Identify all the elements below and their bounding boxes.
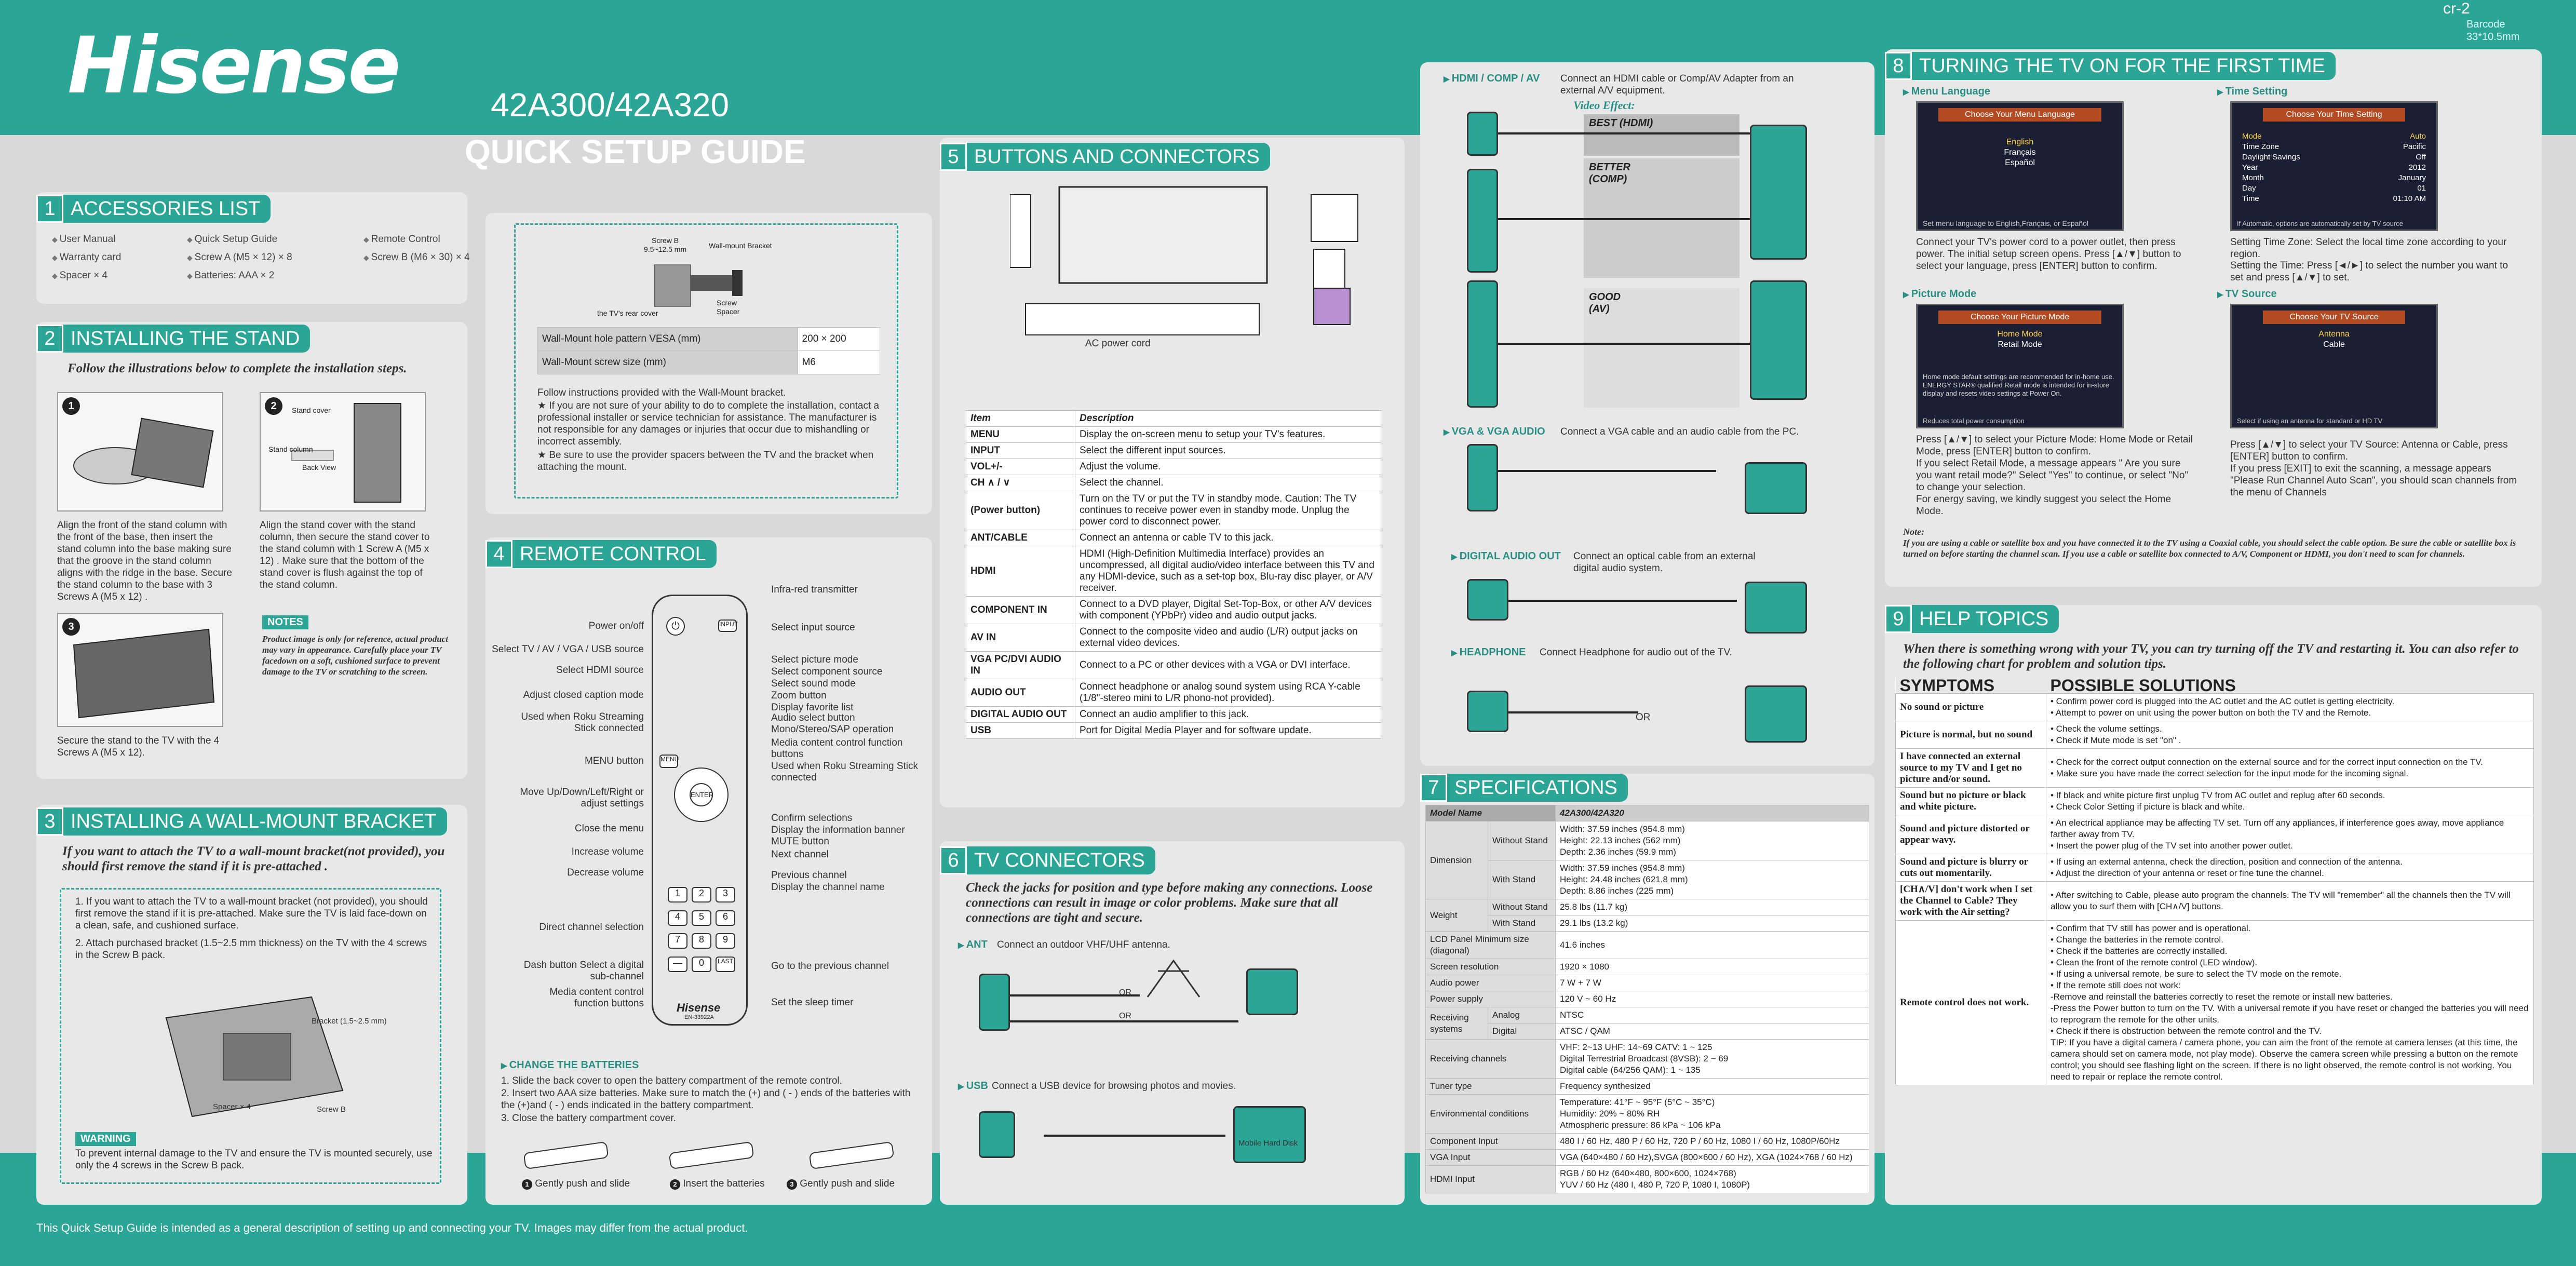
remote-label: MUTE button — [771, 836, 829, 847]
tv-back-bracket-icon — [156, 987, 353, 1122]
bracket-label: Wall-mount Bracket — [709, 241, 772, 250]
vga-port-panel — [1467, 444, 1498, 511]
hdmi-cable — [1498, 132, 1752, 134]
section-number: 9 — [1885, 605, 1912, 633]
laptop-icon — [1745, 462, 1807, 514]
speaker-icon — [1745, 582, 1807, 634]
section-1-header — [36, 195, 271, 223]
comp-cable — [1498, 218, 1752, 220]
spec-row: With Stand Width: 37.59 inches (954.8 mm) Height: 24.48 inches (621.8 mm) Depth: 8.86 inches (225 mm) — [1426, 860, 1869, 899]
remote-label: Select input source — [771, 622, 855, 633]
spec-row: Tuner type Frequency synthesized — [1426, 1079, 1869, 1095]
ac-cord-label: AC power cord — [1085, 338, 1151, 349]
ant-title: ▶ ANT — [958, 939, 988, 951]
corner-note: Barcode 33*10.5mm — [2466, 19, 2520, 43]
table-row: MENU Display the on-screen menu to setup your TV's features. — [966, 427, 1381, 443]
section-9-header — [1885, 605, 2059, 633]
hdmi-title: ▶ HDMI / COMP / AV — [1444, 73, 1540, 85]
remote-label: Decrease volume — [567, 867, 644, 878]
accessory-item: ◆ Warranty card — [52, 252, 121, 263]
table-header: Item — [966, 411, 1075, 427]
table-header: Description — [1075, 411, 1381, 427]
remote-label: Direct channel selection — [539, 922, 644, 933]
screwb-label: Screw B — [652, 236, 679, 245]
section-number: 6 — [940, 846, 967, 874]
cable-box-icon — [1246, 968, 1298, 1015]
remote-label: Select TV / AV / VGA / USB source — [492, 644, 644, 655]
wallmount-step1: 1. If you want to attach the TV to a wall-mount bracket (not provided), you should first remove the stand if it is pre-attached. Make sure the TV is laid face-down on a clean, safe, and cushioned surface. — [75, 896, 428, 931]
warning-text: To prevent internal damage to the TV and ensure the TV is mounted securely, use only the 4 screws in the Screw B pack. — [75, 1148, 433, 1171]
stand-step3-illustration — [57, 613, 223, 727]
help-row: Picture is normal, but no sound • Check the volume settings. • Check if Mute mode is set "on" . — [1896, 721, 2534, 749]
screwb-label: Screw B — [317, 1105, 346, 1114]
section-7-header — [1420, 774, 1628, 802]
section-number: 8 — [1885, 52, 1912, 80]
input-button: INPUT — [718, 619, 737, 632]
back-view-label: Back View — [302, 463, 336, 472]
section-title: BUTTONS AND CONNECTORS — [974, 145, 1260, 168]
section-number: 4 — [485, 540, 512, 568]
spec-row: Power supply 120 V ~ 60 Hz — [1426, 991, 1869, 1007]
remote-control-illustration — [652, 595, 748, 1026]
stand-base-icon — [58, 393, 222, 510]
hp-title: ▶ HEADPHONE — [1451, 647, 1526, 658]
hp-cable — [1508, 711, 1638, 713]
antenna-icon — [1142, 955, 1205, 1002]
footer-note: This Quick Setup Guide is intended as a general description of setting up and connecting your TV. Images may differ from the actual product. — [36, 1221, 748, 1234]
remote-label: Select picture mode — [771, 654, 858, 665]
remote-label: Infra-red transmitter — [771, 584, 858, 595]
tv-source-screen: Choose Your TV Source Antenna Cable Select if using an antenna for standard or HD TV — [2230, 304, 2438, 428]
stand-step2-text: Align the stand cover with the stand column, then secure the stand cover to the stand column with 1 Screw A (M5 x 12) . Make sure that the bottom of the stand cover is flush against the top of the stand column. — [260, 520, 430, 590]
time-setting-title: ▶ Time Setting — [2217, 86, 2287, 98]
remote-label: Media content control function buttons — [549, 987, 644, 1009]
menu-button: MENU — [659, 755, 678, 768]
remote-label: MENU button — [584, 756, 644, 766]
usb-device-label: Mobile Hard Disk — [1238, 1139, 1298, 1148]
tv-source-desc: Press [▲/▼] to select your TV Source: Antenna or Cable, press [ENTER] button to confirm. If you press [EXIT] to exit the scanning, a message appears "Please Run Channel Auto Scan", you should scan channels from the menu of Channels — [2230, 439, 2517, 498]
table-row: VGA PC/DVI AUDIO IN Connect to a PC or other devices with a VGA or DVI interface. — [966, 652, 1381, 679]
remote-label: Adjust closed caption mode — [523, 690, 644, 701]
wall-follow: Follow instructions provided with the Wall-Mount bracket. — [537, 387, 786, 398]
effect-best: BEST (HDMI) — [1584, 114, 1739, 156]
section-number: 3 — [36, 807, 63, 836]
section-title: HELP TOPICS — [1919, 608, 2049, 630]
usb-title: ▶ USB — [958, 1080, 988, 1092]
section-4-header — [485, 540, 717, 568]
help-row: No sound or picture • Confirm power cord is plugged into the AC outlet and the AC outlet is getting electricity. • Attempt to power on unit using the power button on both the TV and the Remote. — [1896, 694, 2534, 721]
stand-step2-illustration — [260, 392, 426, 511]
section-title: TURNING THE TV ON FOR THE FIRST TIME — [1919, 55, 2325, 77]
vga-desc: Connect a VGA cable and an audio cable from the PC. — [1560, 426, 1799, 437]
spec-value: 200 × 200 — [798, 328, 880, 351]
camera-icon — [1750, 280, 1807, 400]
corner-code: cr-2 — [2443, 0, 2470, 17]
accessory-item: ◆ Spacer × 4 — [52, 270, 107, 281]
screw-label: Screw — [717, 299, 737, 307]
hdmi-port-panel — [1467, 112, 1498, 156]
table-row: USB Port for Digital Media Player and for software update. — [966, 723, 1381, 739]
wall-bullet-2: ★ Be sure to use the provider spacers between the TV and the bracket when attaching the mount. — [537, 450, 874, 473]
av-port-panel — [1467, 280, 1498, 408]
hp-or: OR — [1636, 712, 1651, 723]
table-row: COMPONENT IN Connect to a DVD player, Digital Set-Top-Box, or other A/V devices with component (YPbPr) video and audio output jacks. — [966, 597, 1381, 624]
dvd-player-icon — [1750, 125, 1807, 260]
time-setting-screen: Choose Your Time Setting Mode Time Zone Daylight Savings Year Month Day Time Auto Pacific Off 2012 January 01 01:10 AM If Automatic, options are automatically set by TV source — [2230, 101, 2438, 231]
change-step-2: 2. Insert two AAA size batteries. Make sure to match the (+) and ( - ) ends of the batteries with the (+)and ( - ) ends indicated in the battery compartment. — [501, 1088, 911, 1111]
spec-row: Receiving channels VHF: 2~13 UHF: 14~69 CATV: 1 ~ 125 Digital Terrestrial Broadcast (8VSB): 2 ~ 69 Digital cable (64/256 QAM): 1 ~ 135 — [1426, 1040, 1869, 1079]
usb-desc: Connect a USB device for browsing photos and movies. — [992, 1081, 1236, 1092]
note-text: If you are using a cable or satellite box and you have connected it to the TV using a Coaxial cable, you should select the cable option. Be sure the cable or satellite box is turned on before starting the channel scan. If you use a cable or satellite box connected to A/V, Component or HDMI, you don't need to scan for channels. — [1903, 538, 2516, 559]
accessory-item: ◆ Remote Control — [363, 234, 440, 245]
notes-text: Product image is only for reference, actual product may vary in appearance. Carefully place your TV facedown on a soft, cushioned surface to prevent damage to the TV or scratching to the screen. — [262, 634, 448, 677]
spec-row: Audio power 7 W + 7 W — [1426, 975, 1869, 991]
tv-rear-panel-icon — [1010, 184, 1363, 340]
spec-row: Environmental conditions Temperature: 41°F ~ 95°F (5°C ~ 35°C) Humidity: 20% ~ 80% RH Atmospheric pressure: 86 kPa ~ 106 kPa — [1426, 1095, 1869, 1134]
remote-label: Previous channel — [771, 870, 847, 881]
picture-mode-title: ▶ Picture Mode — [1903, 288, 1976, 300]
spec-row: Component Input 480 I / 60 Hz, 480 P / 60 Hz, 720 P / 60 Hz, 1080 I / 60 Hz, 1080P/60Hz — [1426, 1134, 1869, 1150]
table-row: ANT/CABLE Connect an antenna or cable TV to this jack. — [966, 530, 1381, 546]
hdmi-desc: Connect an HDMI cable or Comp/AV Adapter from an external A/V equipment. — [1560, 73, 1794, 96]
remote-label: Increase volume — [571, 846, 644, 857]
dao-title: ▶ DIGITAL AUDIO OUT — [1451, 550, 1561, 562]
screw-length-label: 9.5~12.5 mm — [644, 245, 687, 253]
section-2-header — [36, 325, 310, 353]
effect-good: GOOD (AV) — [1584, 288, 1739, 408]
accessory-item: ◆ Screw A (M5 × 12) × 8 — [187, 252, 292, 263]
help-intro: When there is something wrong with your TV, you can try turning off the TV and restarting it. You can also refer to the following chart for problem and solution tips. — [1903, 642, 2519, 671]
help-row: [CH∧/V] don't work when I set the Channel to Cable? They work with the Air setting? • After switching to Cable, please auto program the channels. The TV will "remember" all the channels then the TV will allow you to surf them with [CH∧/V] buttons. — [1896, 882, 2534, 921]
stand-intro: Follow the illustrations below to complete the installation steps. — [68, 361, 407, 375]
table-row: HDMI HDMI (High-Definition Multimedia Interface) provides an uncompressed, all digital audio/video interface between this TV and any HDMI-device, such as a set-top box, Blu-ray disc player, or A/V receiver. — [966, 546, 1381, 597]
note-label: Note: — [1903, 527, 1924, 537]
table-row: DIGITAL AUDIO OUT Connect an audio amplifier to this jack. — [966, 707, 1381, 723]
ant-or-2: OR — [1119, 1012, 1131, 1020]
section-title: REMOTE CONTROL — [520, 543, 706, 565]
spec-row: Receiving systems Analog NTSC — [1426, 1007, 1869, 1023]
spec-row: VGA Input VGA (640×480 / 60 Hz),SVGA (800×600 / 60 Hz), XGA (1024×768 / 60 Hz) — [1426, 1150, 1869, 1166]
specs-table: Model Name 42A300/42A320 Dimension Without Stand Width: 37.59 inches (954.8 mm) Height: 22.13 inches (562 mm) Depth: 2.36 inches (59.9 mm) With Stand Width: 37.59 inches (954.8 mm) Height: 24.48 inches (621.8 mm) Depth: 8.86 inches (225 mm) Weight Without Stand 25.8 lbs (11.7 kg) With Stand 29.1 lbs (13.2 kg) LCD Panel Minimum size (diagonal) 41.6 inches Screen resolution 1920 × 1080 Audio power 7 W + 7 W Power supply 120 V ~ 60 Hz Receiving systems Analog NTSC Digital ATSC / QAM Receiving channels VHF: 2~13 UHF: 14~69 CATV: 1 ~ 125 Digital Terrestrial Broadcast (8VSB): 2 ~ 69 Digital cable (64/256 QAM): 1 ~ 135 Tuner type Frequency synthesized Environmental conditions Temperature: 41°F ~ 95°F (5°C ~ 35°C) Humidity: 20% ~ 80% RH Atmospheric pressure: 86 kPa ~ 106 kPa Component Input 480 I / 60 Hz, 480 P / 60 Hz, 720 P / 60 Hz, 1080 I / 60 Hz, 1080P/60Hz VGA Input VGA (640×480 / 60 Hz),SVGA (800×600 / 60 Hz), XGA (1024×768 / 60 Hz) HDMI Input RGB / 60 Hz (640×480, 800×600, 1024×768) YUV / 60 Hz (480 I, 480 P, 720 P, 1080 I, 1080P) — [1425, 805, 1869, 1193]
battery-caption-3: 3 Gently push and slide — [787, 1178, 895, 1190]
menu-language-desc: Connect your TV's power cord to a power outlet, then press power. The initial setup screen opens. Press [▲/▼] button to select your language, press [ENTER] button to confirm. — [1916, 237, 2181, 272]
remote-label: Display favorite list — [771, 702, 854, 713]
warning-badge: WARNING — [75, 1132, 136, 1146]
spec-row: Weight Without Stand 25.8 lbs (11.7 kg) — [1426, 899, 1869, 915]
headphone-icon — [1745, 685, 1807, 743]
connectors-intro: Check the jacks for position and type before making any connections. Loose connections can result in image or color problems. Make sure that all connections are tight and secure. — [966, 881, 1373, 925]
stand-step3-text: Secure the stand to the TV with the 4 Screws A (M5 x 12). — [57, 735, 220, 758]
remote-label: Select component source — [771, 666, 883, 677]
spec-row: Digital ATSC / QAM — [1426, 1023, 1869, 1040]
remote-label: Set the sleep timer — [771, 997, 854, 1008]
remote-label: Display the channel name — [771, 882, 885, 893]
section-title: SPECIFICATIONS — [1454, 776, 1617, 799]
video-effect-label: Video Effect: — [1573, 99, 1635, 112]
usb-jack-icon — [979, 1111, 1015, 1158]
battery-caption-2: 2 Insert the batteries — [670, 1178, 765, 1190]
change-batteries-title: ▶ CHANGE THE BATTERIES — [501, 1059, 639, 1071]
accessory-item: ◆ Quick Setup Guide — [187, 234, 277, 245]
wallmount-step2: 2. Attach purchased bracket (1.5~2.5 mm thickness) on the TV with the 4 screws in the Screw B pack. — [75, 938, 427, 961]
remote-label: Used when Roku Streaming Stick connected — [521, 711, 644, 734]
section-title: TV CONNECTORS — [974, 849, 1145, 871]
remote-label: Next channel — [771, 849, 829, 860]
section-number: 5 — [940, 143, 967, 171]
help-table: SYMPTOMS POSSIBLE SOLUTIONS No sound or picture • Confirm power cord is plugged into the AC outlet and the AC outlet is getting electricity. • Attempt to power on unit using the power button on both the TV and the Remote. Picture is normal, but no sound • Check the volume settings. • Check if Mute mode is set "on" . I have connected an external source to my TV and I get no picture and/or sound. • Check for the correct output connection on the external source and for the correct input connection on the TV. • Make sure you have made the correct selection for the input mode for the incoming signal. Sound but no picture or black and white picture. • If black and white picture first unplug TV from AC outlet and replug after 60 seconds. • Check Color Setting if picture is black and white. Sound and picture distorted or appear wavy. • An electrical appliance may be affecting TV set. Turn off any appliances, if interference goes away, move appliance farther away from TV. • Insert the power plug of the TV set into another power outlet. Sound and picture is blurry or cuts out momentarily. • If using an external antenna, check the direction, position and connection of the antenna. • Adjust the direction of your antenna or reset or fine tune the channel. [CH∧/V] don't work when I set the Channel to Cable? They work with the Air setting? • After switching to Cable, please auto program the channels. The TV will "remember" all the channels then the TV will allow you to surf them with [CH∧/V] buttons. Remote control does not work. • Confirm that TV still has power and is operational. • Change the batteries in the remote control. • Check if the batteries are correctly installed. • Clean the front of the remote control (LED window). • If using a universal remote, be sure to select the TV mode on the remote. • If the remote still does not work: -Remove and reinstall the batteries correctly to reset the remote or install new batteries. -Press the Power button to turn on the TV. With a universal remote if you have reset or changed the batteries you will need to reprogram the remote for the other units. • Check if there is obstruction between the remote control and the TV. TIP: If you have a digital camera / camera phone, you can aim the front of the remote at camera lenses (at this time, the camera should set on camera mode, not play mode). Observe the camera screen while pressing a button on the remote control; you should see flashing light on the screen. If there is no light observed, the remote control is not working. You need to repair or replace the remote control. — [1895, 678, 2534, 1085]
vga-title: ▶ VGA & VGA AUDIO — [1444, 426, 1545, 438]
picture-mode-screen: Choose Your Picture Mode Home Mode Retail Mode Home mode default settings are recommended for in-home use. ENERGY STAR® qualified Retail mode is intended for in-store display and resets video settings at Power On. Reduces total power consumption — [1916, 304, 2124, 428]
remote-label: Used when Roku Streaming Stick connected — [771, 761, 919, 783]
screw-diagram — [597, 234, 815, 322]
step-1-icon: 1 — [62, 397, 80, 415]
spacer-label: Spacer × 4 — [213, 1102, 251, 1111]
step-3-icon: 3 — [62, 618, 80, 636]
section-number: 2 — [36, 325, 63, 353]
dao-desc: Connect an optical cable from an external digital audio system. — [1573, 551, 1756, 574]
accessory-item: ◆ Screw B (M6 × 30) × 4 — [363, 252, 470, 263]
remote-brand: Hisense — [677, 1001, 721, 1014]
table-row: (Power button) Turn on the TV or put the TV in standby mode. Caution: The TV continues to receive power even in standby mode. Unplug the power cord to disconnect power. — [966, 491, 1381, 530]
bracket-label: Bracket (1.5~2.5 mm) — [312, 1017, 387, 1026]
spacer-label: Spacer — [717, 307, 740, 316]
battery-icon — [519, 1140, 898, 1171]
spec-row: HDMI Input RGB / 60 Hz (640×480, 800×600, 1024×768) YUV / 60 Hz (480 I, 480 P, 720 P, 1080 I, 1080P) — [1426, 1166, 1869, 1193]
table-row: AUDIO OUT Connect headphone or analog sound system using RCA Y-cable (1/8"-stereo mini to L/R phono-not provided). — [966, 679, 1381, 707]
section-5-header — [940, 143, 1270, 171]
section-8-header — [1885, 52, 2336, 80]
wallmount-intro: If you want to attach the TV to a wall-mount bracket(not provided), you should first remove the stand if it is pre-attached . — [62, 844, 445, 873]
tv-source-title: ▶ TV Source — [2217, 288, 2277, 300]
remote-label: Select HDMI source — [556, 665, 644, 676]
power-button: ⏻ — [666, 617, 685, 636]
remote-label: Select sound mode — [771, 678, 856, 689]
stand-cover-label: Stand cover — [292, 406, 331, 414]
av-cable — [1498, 343, 1752, 345]
wall-bullet-1: ★ If you are not sure of your ability to do to complete the installation, contact a professional installer or service technician for assistance. The manufacturer is not responsible for any damages or injuries that occur due to mishandling or incorrect assembly. — [537, 400, 880, 447]
spec-label: Wall-Mount hole pattern VESA (mm) — [538, 328, 798, 351]
optical-cable — [1508, 600, 1737, 602]
time-desc-2: Setting the Time: Press [◄/►] to select the number you want to set and press [▲/▼] to set. — [2230, 260, 2508, 283]
remote-label: Audio select button Mono/Stereo/SAP operation — [771, 712, 894, 735]
section-number: 7 — [1420, 774, 1447, 802]
spec-row: With Stand 29.1 lbs (13.2 kg) — [1426, 915, 1869, 932]
remote-label: Close the menu — [574, 823, 644, 834]
buttons-table — [966, 410, 1381, 739]
remote-label: Confirm selections — [771, 813, 853, 824]
menu-language-title: ▶ Menu Language — [1903, 86, 1990, 98]
help-row: Sound and picture distorted or appear wavy. • An electrical appliance may be affecting TV set. Turn off any appliances, if interference goes away, move appliance farther away from TV. • Insert the power plug of the TV set into another power outlet. — [1896, 815, 2534, 854]
stand-column-label: Stand column — [268, 445, 313, 453]
section-title: ACCESSORIES LIST — [71, 197, 261, 220]
remote-label: Dash button Select a digital sub-channel — [523, 960, 644, 982]
brand-logo: Hisense — [68, 21, 399, 111]
remote-label: Move Up/Down/Left/Right or adjust settings — [520, 787, 644, 809]
dao-port-icon — [1467, 579, 1508, 621]
usb-cable — [1044, 1135, 1225, 1137]
step-2-icon: 2 — [265, 397, 282, 415]
remote-label: Power on/off — [588, 621, 644, 631]
spec-value: M6 — [798, 351, 880, 374]
picture-mode-desc: Press [▲/▼] to select your Picture Mode: Home Mode or Retail Mode, press [ENTER] button to confirm. If you select Retail Mode, a message appears " Are you sure you want retail mode?" Select "Yes" to continue, or select "No" to change your selection. For energy saving, we kindly suggest you select the Home Mode. — [1916, 434, 2193, 517]
guide-title: QUICK SETUP GUIDE — [465, 133, 806, 170]
time-desc-1: Setting Time Zone: Select the local time zone according to your region. — [2230, 237, 2507, 260]
component-port-panel — [1467, 169, 1498, 273]
section-3-header — [36, 807, 447, 836]
section-6-header — [940, 846, 1155, 874]
enter-button: ENTER — [690, 783, 713, 806]
accessory-item: ◆ Batteries: AAA × 2 — [187, 270, 274, 281]
hp-port-icon — [1467, 691, 1508, 732]
vga-cable — [1498, 470, 1716, 472]
table-row: CH ∧ / ∨ Select the channel. — [966, 475, 1381, 491]
hp-desc: Connect Headphone for audio out of the TV. — [1540, 647, 1732, 658]
table-row: VOL+/- Adjust the volume. — [966, 459, 1381, 475]
time-rows: Mode Time Zone Daylight Savings Year Month Day Time — [2242, 132, 2300, 203]
remote-label: Display the information banner — [771, 825, 905, 836]
help-row: I have connected an external source to my TV and I get no picture and/or sound. • Check for the correct output connection on the external source and for the correct input connection on the TV. • Make sure you have made the correct selection for the input mode for the incoming signal. — [1896, 749, 2534, 788]
model-numbers: 42A300/42A320 — [491, 86, 730, 124]
ant-jack-icon — [979, 974, 1010, 1031]
ant-or: OR — [1119, 988, 1131, 997]
effect-better: BETTER (COMP) — [1584, 158, 1739, 278]
accessory-item: ◆ User Manual — [52, 234, 115, 245]
remote-model: EN-33922A — [684, 1014, 714, 1020]
spec-row: Dimension Without Stand Width: 37.59 inches (954.8 mm) Height: 22.13 inches (562 mm) Depth: 2.36 inches (59.9 mm) — [1426, 821, 1869, 860]
help-row: Remote control does not work. • Confirm that TV still has power and is operational. • Change the batteries in the remote control. • Check if the batteries are correctly installed. • Clean the front of the remote control (LED window). • If using a universal remote, be sure to select the TV mode on the remote. • If the remote still does not work: -Remove and reinstall the batteries correctly to reset the remote or install new batteries. -Press the Power button to turn on the TV. With a universal remote if you have reset or changed the batteries you will need to reprogram the remote for the other units. • Check if there is obstruction between the remote control and the TV. TIP: If you have a digital camera / camera phone, you can aim the front of the remote at camera lenses (at this time, the camera should set on camera mode, not play mode). Observe the camera screen while pressing a button on the remote control; you should see flashing light on the screen. If there is no light observed, the remote control is not working. You need to repair or replace the remote control. — [1896, 921, 2534, 1085]
battery-caption-1: 1 Gently push and slide — [522, 1178, 630, 1190]
number-pad: 1 2 3 4 5 6 7 8 9 — 0 LAST — [668, 887, 735, 975]
wallmount-spec-table — [537, 327, 880, 374]
spec-row: Screen resolution 1920 × 1080 — [1426, 959, 1869, 975]
table-row: INPUT Select the different input sources. — [966, 443, 1381, 459]
stand-step1-illustration — [57, 392, 223, 511]
notes-badge: NOTES — [262, 615, 308, 629]
spec-row: LCD Panel Minimum size (diagonal) 41.6 inches — [1426, 932, 1869, 959]
hard-disk-icon — [1233, 1106, 1306, 1163]
section-number: 1 — [36, 195, 63, 223]
remote-label: Go to the previous channel — [771, 961, 889, 972]
section-title: INSTALLING A WALL-MOUNT BRACKET — [71, 810, 437, 832]
tv-facedown-icon — [58, 614, 222, 726]
ant-desc: Connect an outdoor VHF/UHF antenna. — [997, 939, 1170, 950]
table-row: AV IN Connect to the composite video and audio (L/R) output jacks on external video devices. — [966, 624, 1381, 652]
change-step-1: 1. Slide the back cover to open the battery compartment of the remote control. — [501, 1075, 842, 1086]
stand-step1-text: Align the front of the stand column with the front of the base, then insert the stand column into the base making sure that the groove in the stand column aligns with the ridge in the base. Secure the stand column to the base with 3 Screws A (M5 x 12) . — [57, 520, 232, 602]
change-step-3: 3. Close the battery compartment cover. — [501, 1113, 676, 1124]
spec-label: Wall-Mount screw size (mm) — [538, 351, 798, 374]
help-row: Sound but no picture or black and white picture. • If black and white picture first unplug TV from AC outlet and replug after 60 seconds. • Check Color Setting if picture is black and white. — [1896, 788, 2534, 815]
section-title: INSTALLING THE STAND — [71, 327, 300, 349]
help-row: Sound and picture is blurry or cuts out momentarily. • If using an external antenna, check the direction, position and connection of the antenna. • Adjust the direction of your antenna or reset or fine tune the channel. — [1896, 854, 2534, 882]
rear-cover-label: the TV's rear cover — [597, 309, 658, 317]
remote-label: Zoom button — [771, 690, 827, 701]
remote-label: Media content control function buttons — [771, 737, 903, 760]
time-values: Auto Pacific Off 2012 January 01 01:10 AM — [2393, 132, 2426, 203]
menu-language-screen: Choose Your Menu Language English Français Español Set menu language to English,Français, or Español — [1916, 101, 2124, 231]
